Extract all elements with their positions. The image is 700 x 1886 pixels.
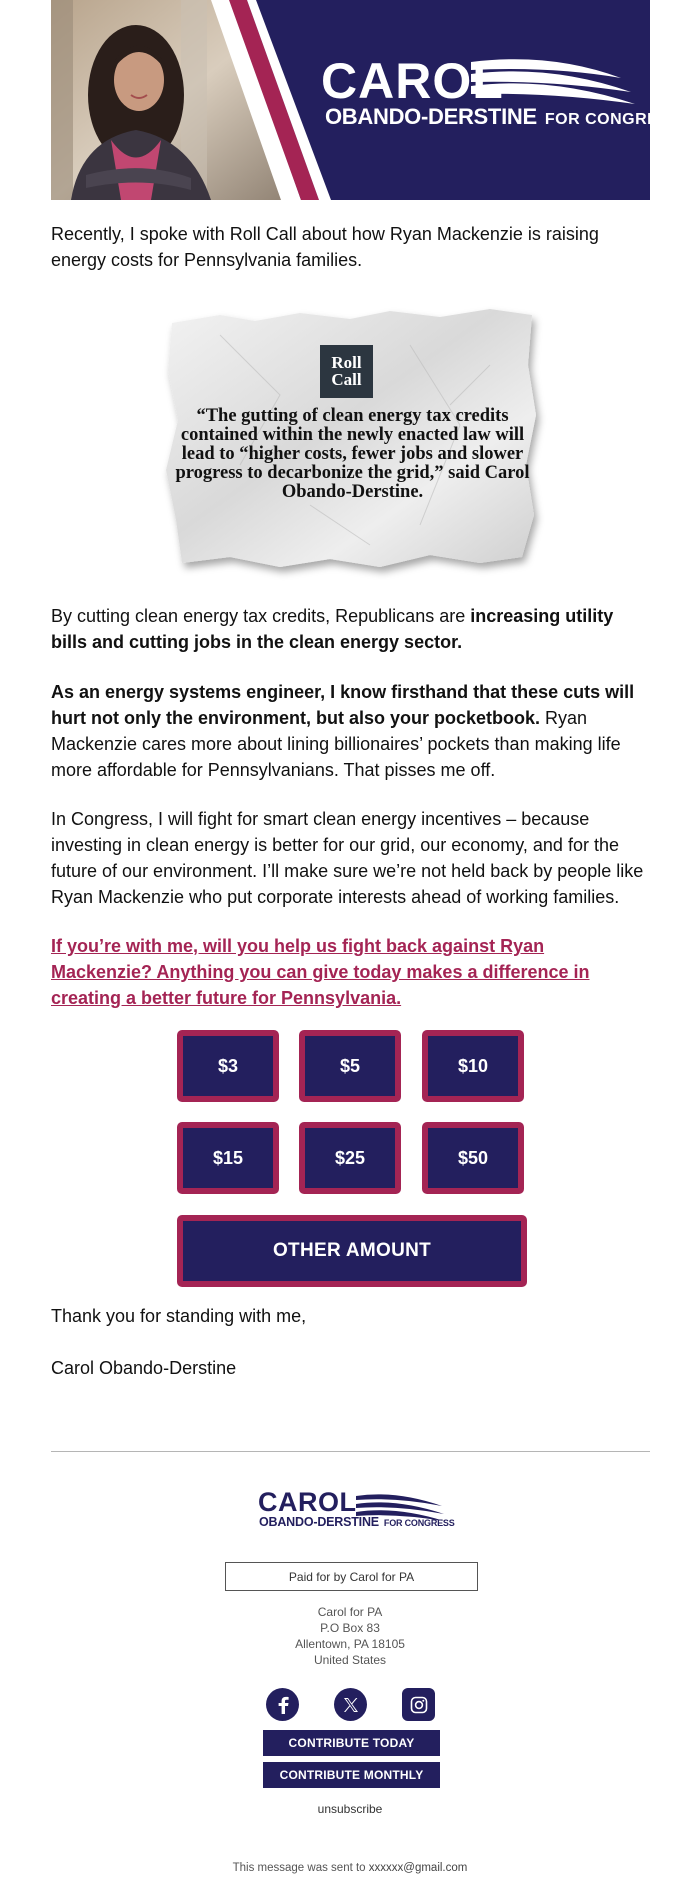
footer-divider — [51, 1451, 650, 1452]
signature: Carol Obando-Derstine — [51, 1358, 237, 1378]
logo-last-name: OBANDO-DERSTINE FOR CONGRESS — [325, 104, 681, 129]
closing-line: Thank you for standing with me, — [51, 1306, 307, 1326]
donate-50-button[interactable]: $50 — [422, 1122, 524, 1194]
quote-text: “The gutting of clean energy tax credits contained within the newly enacted law will lead to “higher costs, fewer jobs and slower progress to decarbonize the grid,” said Carol Obando-Derstine. — [175, 406, 530, 502]
contribute-today-button[interactable]: CONTRIBUTE TODAY — [263, 1730, 440, 1756]
donate-25-button[interactable]: $25 — [299, 1122, 401, 1194]
quote-card — [160, 305, 545, 575]
donate-3-button[interactable]: $3 — [177, 1030, 279, 1102]
header-banner — [51, 0, 681, 200]
paragraph-engineer: As an energy systems engineer, I know firsthand that these cuts will hurt not only the environment, but also your pocketbook. Ryan Mackenzie cares more about lining billionaires’ pockets than making life more affordable for Pennsylvanians. That pisses me off. — [51, 682, 635, 780]
campaign-logo — [321, 53, 681, 129]
donate-10-button[interactable]: $10 — [422, 1030, 524, 1102]
instagram-icon[interactable] — [402, 1688, 435, 1721]
paragraph-tax-credits: By cutting clean energy tax credits, Republicans are increasing utility bills and cutting jobs in the clean energy sector. — [51, 606, 614, 652]
logo-tagline: FOR CONGRESS — [544, 111, 681, 128]
address-line: Carol for PA — [317, 1605, 383, 1619]
cta-paragraph — [51, 933, 650, 1011]
contribute-monthly-button[interactable]: CONTRIBUTE MONTHLY — [263, 1762, 440, 1788]
address-line: P.O Box 83 — [320, 1621, 380, 1635]
unsubscribe-link[interactable]: unsubscribe — [317, 1802, 383, 1816]
address-line: United States — [313, 1653, 387, 1667]
intro-paragraph: Recently, I spoke with Roll Call about how Ryan Mackenzie is raising energy costs for Pennsylvania families. — [51, 224, 599, 270]
recipient-email: xxxxxx@gmail.com — [368, 1862, 468, 1874]
sent-to-notice: This message was sent to xxxxxx@gmail.com — [232, 1862, 468, 1874]
paragraph-congress: In Congress, I will fight for smart clean energy incentives – because investing in clean energy is better for our grid, our economy, and for the future of our environment. I’ll make sure we’re not held back by people like Ryan Mackenzie who put corporate interests ahead of working families. — [51, 809, 644, 907]
footer-logo: CAROL OBANDO-DERSTINE FOR CONGRESS — [258, 1487, 455, 1529]
roll-call-logo: Roll Call — [320, 345, 373, 398]
donate-15-button[interactable]: $15 — [177, 1122, 279, 1194]
cta-link[interactable]: If you’re with me, will you help us fight back against Ryan Mackenzie? Anything you can give today makes a difference in creating a better future for Pennsylvania. — [51, 936, 590, 1008]
paid-for-disclaimer: Paid for by Carol for PA — [225, 1562, 478, 1591]
x-twitter-icon[interactable] — [334, 1688, 367, 1721]
address-line: Allentown, PA 18105 — [295, 1637, 405, 1651]
facebook-icon[interactable] — [266, 1688, 299, 1721]
other-amount-button[interactable]: OTHER AMOUNT — [177, 1215, 527, 1287]
donate-5-button[interactable]: $5 — [299, 1030, 401, 1102]
logo-first-name: CAROL — [321, 53, 504, 109]
